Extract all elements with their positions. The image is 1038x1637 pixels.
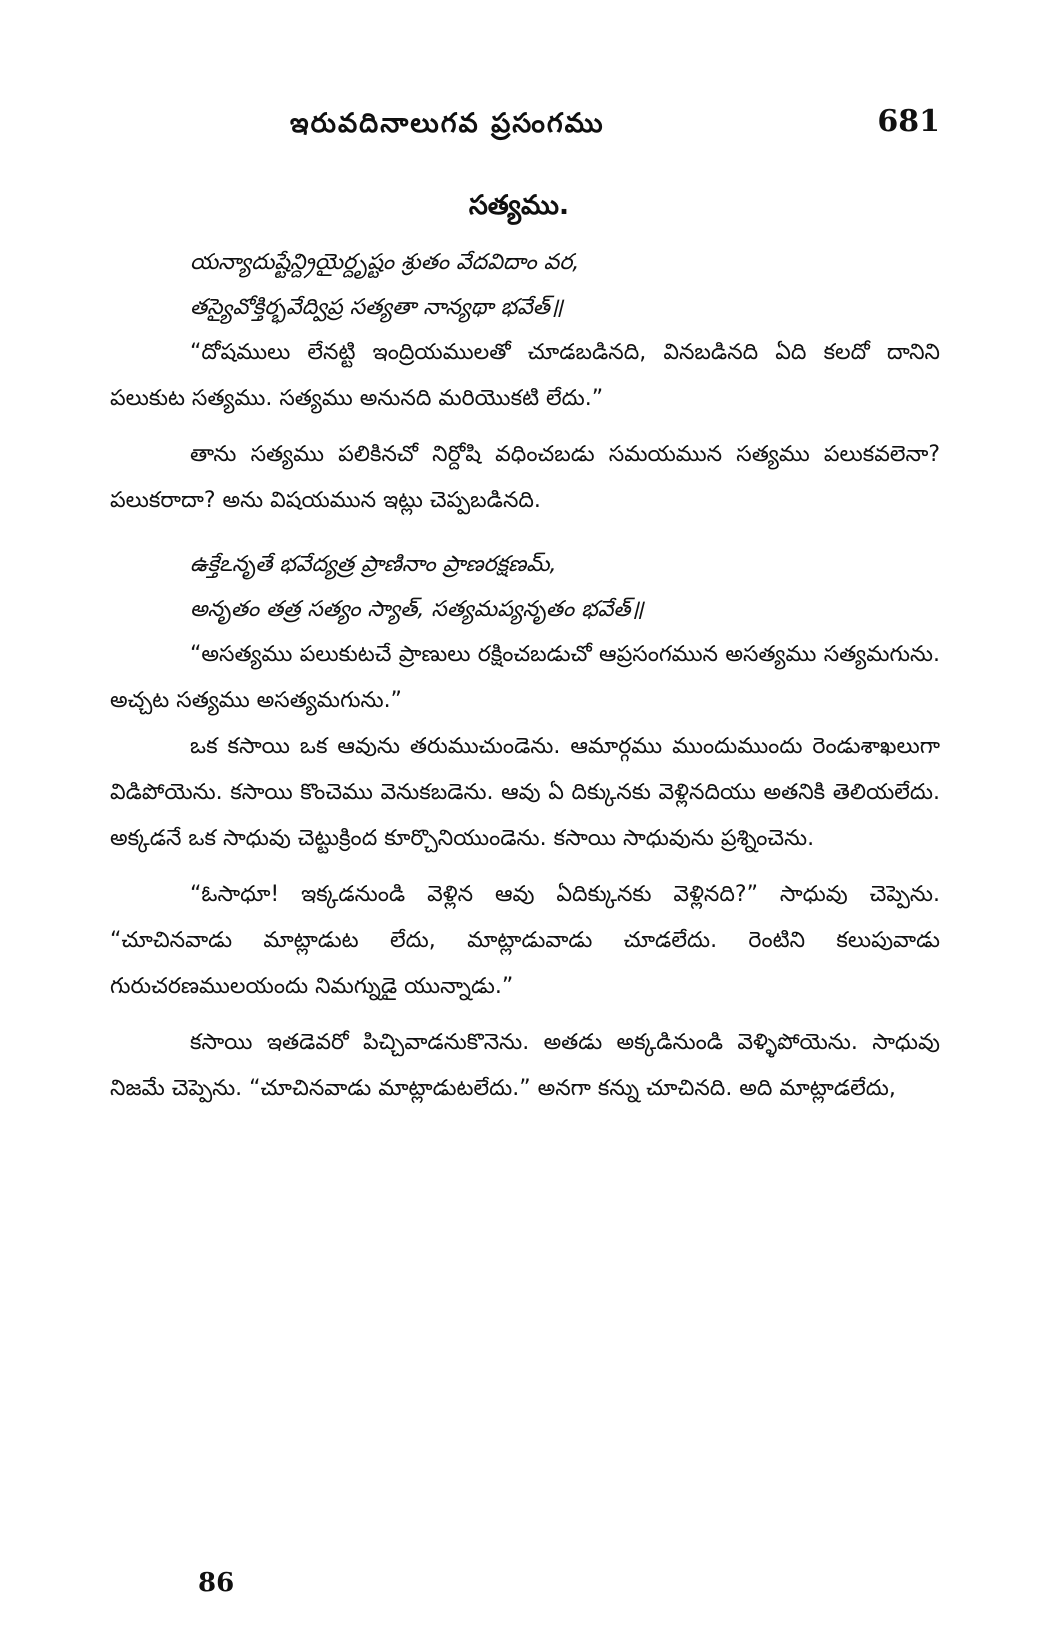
paragraph: “అసత్యము పలుకుటచే ప్రాణులు రక్షించబడుచో ఆప్రసంగమున అసత్యము సత్యమగును. అచ్చట సత్యము అసత్యమగును.” [110,642,940,713]
paragraph: ఒక కసాయి ఒక ఆవును తరుముచుండెను. ఆమార్గము ముందుముందు రెండుశాఖలుగా విడిపోయెను. కసాయి కొంచెము వెనుకబడెను. ఆవు ఏ దిక్కునకు వెళ్లినదియు అతనికి తెలియలేదు. అక్కడనే ఒక సాధువు చెట్టుక్రింద కూర్చొనియుండెను. కసాయి సాధువును ప్రశ్నించెను. [110,734,940,851]
verse-line: తస్యైవోక్తిర్భవేద్విప్ర సత్యతా నాన్యథా భవేత్॥ [190,295,564,320]
verse-line: యన్యాదుష్టేన్ద్రియైర్దృష్టం శ్రుతం వేదవిదాం వర, [190,250,580,275]
section-title: సత్యము. [468,190,570,221]
running-head: ఇరువదినాలుగవ ప్రసంగము [290,108,605,139]
paragraph: “దోషములు లేనట్టి ఇంద్రియములతో చూడబడినది, వినబడినది ఏది కలదో దానిని పలుకుట సత్యము. సత్యము అనునది మరియొకటి లేదు.” [110,340,940,411]
page-number: 681 [877,104,940,139]
signature-mark: 86 [198,1568,235,1598]
paragraph: తాను సత్యము పలికినచో నిర్దోషి వధించబడు సమయమున సత్యము పలుకవలెనా? పలుకరాదా? అను విషయమున ఇట్లు చెప్పబడినది. [110,442,940,513]
paragraph: కసాయి ఇతడెవరో పిచ్చివాడనుకొనెను. అతడు అక్కడినుండి వెళ్ళిపోయెను. సాధువు నిజమే చెప్పెను. “చూచినవాడు మాట్లాడుటలేదు.” అనగా కన్ను చూచినది. అది మాట్లాడలేదు, [110,1030,940,1101]
sanskrit-verse-2 [110,542,940,632]
page-body [110,240,940,1112]
page-header [110,104,940,158]
verse-line: ఉక్తేఽనృతే భవేద్యత్ర ప్రాణినాం ప్రాణరక్షణమ్, [190,552,557,577]
sanskrit-verse-1 [110,240,940,330]
verse-line: అనృతం తత్ర సత్యం స్యాత్, సత్యమప్యనృతం భవేత్॥ [190,597,644,622]
paragraph: “ఓసాధూ! ఇక్కడనుండి వెళ్లిన ఆవు ఏదిక్కునకు వెళ్లినది?” సాధువు చెప్పెను. “చూచినవాడు మాట్లాడుట లేదు, మాట్లాడువాడు చూడలేదు. రెంటిని కలుపువాడు గురుచరణములయందు నిమగ్నుడై యున్నాడు.” [110,882,940,999]
